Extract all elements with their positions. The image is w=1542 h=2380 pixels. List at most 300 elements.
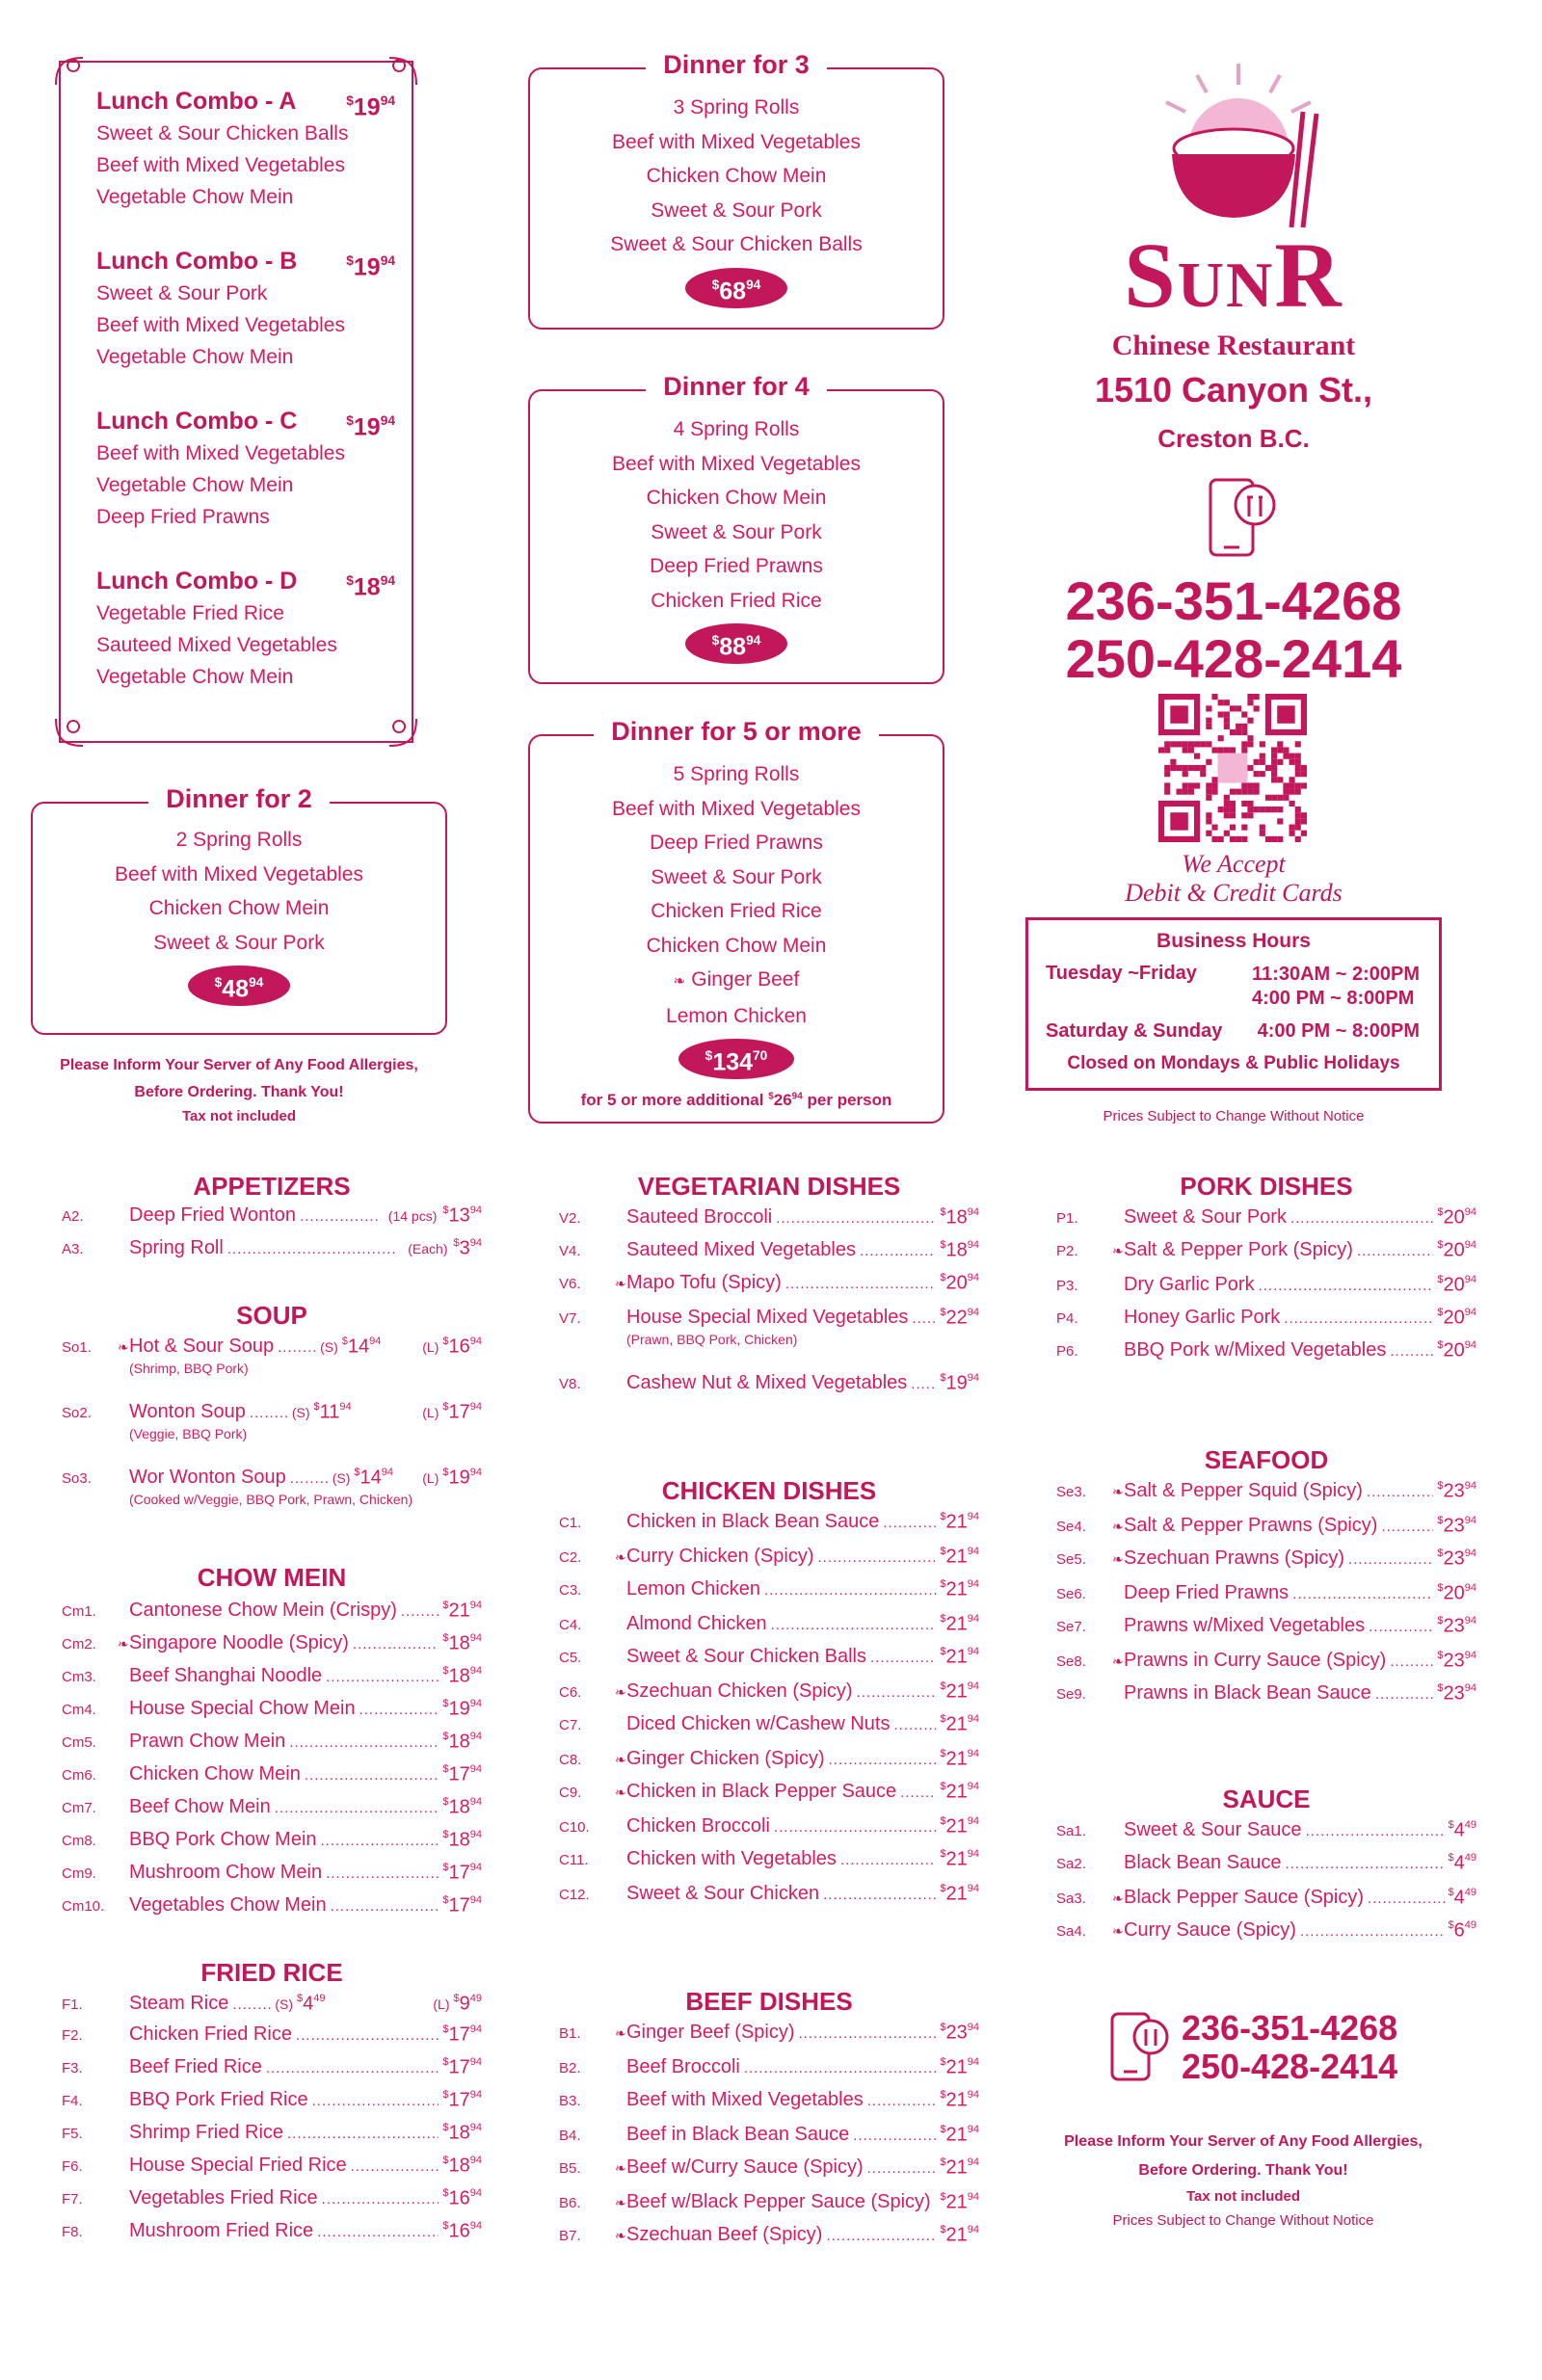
item-name: Almond Chicken: [626, 1613, 767, 1635]
dinner-item: Beef with Mixed Vegetables: [612, 797, 861, 820]
menu-item: [1056, 1582, 1476, 1604]
menu-item: [559, 1781, 979, 1803]
item-price: $^{\$}21^{94}$: [940, 2224, 979, 2246]
item-code: C8.: [559, 1752, 582, 1769]
address-line-1: 1510 Canyon St.,: [1094, 370, 1373, 410]
item-price: $^{\$}23^{94}$: [1437, 1547, 1476, 1570]
chili-icon: ❧: [615, 2228, 626, 2244]
item-price: $^{\$}20^{94}$: [1437, 1582, 1476, 1604]
item-name: Cantonese Chow Mein (Crispy): [129, 1600, 397, 1622]
item-name: Deep Fried Wonton: [129, 1204, 297, 1227]
dinner-item: Chicken Fried Rice: [651, 900, 822, 922]
pork-section-title: PORK DISHES: [1180, 1172, 1353, 1201]
item-name: Wor Wonton Soup: [129, 1467, 286, 1489]
dinner-item: 5 Spring Rolls: [673, 763, 800, 785]
combo-item: Sauteed Mixed Vegetables: [96, 634, 337, 656]
item-price: $^{\$}17^{94}$: [442, 1763, 482, 1785]
dinner-item: ❧ Ginger Beef: [673, 968, 800, 991]
item-name: Chicken with Vegetables: [626, 1848, 837, 1870]
item-code: Cm7.: [62, 1800, 96, 1817]
item-name: Vegetables Fried Rice: [129, 2187, 318, 2209]
item-price: $^{\$}3^{94}$: [453, 1237, 482, 1259]
item-code: B7.: [559, 2228, 581, 2245]
item-code: C2.: [559, 1549, 582, 1567]
item-code: B4.: [559, 2128, 581, 2145]
item-code: Cm2.: [62, 1636, 96, 1653]
menu-item: [1056, 1339, 1476, 1362]
sauce-section-title: SAUCE: [1222, 1785, 1311, 1813]
item-code: Se4.: [1056, 1519, 1086, 1536]
menu-item: [62, 2122, 482, 2144]
item-code: So1.: [62, 1339, 92, 1357]
menu-item: [559, 2124, 979, 2146]
item-name: Szechuan Prawns (Spicy): [1124, 1547, 1344, 1570]
combo-title: Lunch Combo - D $^{\$}18^{94}$: [96, 565, 395, 597]
item-price: $^{\$}17^{94}$: [442, 1862, 482, 1884]
dinner-for-5-items: [530, 757, 943, 1081]
item-code: C5.: [559, 1650, 582, 1667]
item-price: $^{\$}21^{94}$: [940, 2089, 979, 2111]
item-price: $^{\$}21^{94}$: [940, 1646, 979, 1668]
item-code: F8.: [62, 2224, 83, 2241]
item-price-large: (L) $^{\$}16^{94}$: [422, 1335, 482, 1358]
allergy-note-left: Please Inform Your Server of Any Food Allergies, Before Ordering. Thank You! Tax not included: [60, 1057, 418, 1124]
menu-item: [62, 1763, 482, 1785]
item-name: Singapore Noodle (Spicy): [129, 1632, 349, 1654]
item-name: Beef w/Black Pepper Sauce (Spicy): [626, 2191, 931, 2213]
item-name: BBQ Pork w/Mixed Vegetables: [1124, 1339, 1387, 1362]
item-code: Cm4.: [62, 1702, 96, 1719]
dinner-item: 3 Spring Rolls: [673, 96, 800, 119]
item-price: $^{\$}20^{94}$: [940, 1272, 979, 1294]
item-code: B5.: [559, 2160, 581, 2178]
chili-icon: ❧: [673, 973, 686, 990]
item-code: C3.: [559, 1582, 582, 1600]
combo-title: Lunch Combo - B $^{\$}19^{94}$: [96, 245, 395, 278]
item-name: Hot & Sour Soup: [129, 1335, 275, 1358]
phone-icon: [1205, 476, 1282, 559]
item-price: $^{\$}21^{94}$: [940, 1883, 979, 1905]
item-price: $^{\$}21^{94}$: [940, 2056, 979, 2078]
item-name: Deep Fried Prawns: [1124, 1582, 1289, 1604]
dinner-item: Sweet & Sour Chicken Balls: [610, 233, 863, 255]
item-price-small: (S) $^{\$}11^{94}$: [291, 1401, 352, 1423]
menu-item: [559, 2089, 979, 2111]
item-code: C1.: [559, 1515, 582, 1532]
item-code: V7.: [559, 1310, 581, 1328]
item-name: Beef with Mixed Vegetables: [626, 2089, 864, 2111]
dinner-item: Beef with Mixed Vegetables: [612, 452, 861, 475]
chili-icon: ❧: [615, 1785, 626, 1801]
item-code: A3.: [62, 1241, 84, 1258]
item-subnote: (Veggie, BBQ Pork): [129, 1426, 248, 1441]
lunch-combo: [96, 85, 395, 213]
menu-item: [62, 2089, 482, 2111]
item-name: Chicken Chow Mein: [129, 1763, 301, 1785]
menu-item: [1056, 1307, 1476, 1329]
dinner-for-2-box: [31, 784, 447, 1035]
menu-item: [559, 1578, 979, 1600]
item-price: $^{\$}21^{94}$: [940, 1748, 979, 1770]
business-hours-box: [1025, 917, 1442, 1091]
menu-item: [1056, 1206, 1476, 1229]
combo-item: Sweet & Sour Chicken Balls: [96, 122, 349, 145]
item-name: Sweet & Sour Sauce: [1124, 1819, 1302, 1841]
chili-icon: ❧: [1112, 1243, 1124, 1259]
menu-item: [559, 2224, 979, 2246]
item-price: $^{\$}21^{94}$: [940, 1680, 979, 1703]
combo-price: $^{\$}19^{94}$: [346, 253, 395, 281]
item-price: $^{\$}21^{94}$: [940, 1613, 979, 1635]
item-code: C4.: [559, 1617, 582, 1634]
phone-number-bottom-2[interactable]: 250-428-2414: [1182, 2047, 1398, 2086]
menu-item: [62, 1665, 482, 1687]
combo-price: $^{\$}19^{94}$: [346, 413, 395, 441]
menu-item: [62, 1632, 482, 1654]
menu-item: [559, 1680, 979, 1703]
item-price: $^{\$}16^{94}$: [442, 2220, 482, 2242]
menu-item: [62, 2056, 482, 2078]
dinner-item: Beef with Mixed Vegetables: [115, 862, 363, 886]
dinner-for-4-box: [528, 372, 944, 684]
item-name: Steam Rice: [129, 1993, 229, 2015]
menu-item: [62, 2220, 482, 2242]
menu-item: [62, 1796, 482, 1818]
menu-item: [62, 1237, 482, 1259]
item-name: Cashew Nut & Mixed Vegetables: [626, 1372, 908, 1394]
item-price: $^{\$}21^{94}$: [442, 1600, 482, 1622]
combo-item: Vegetable Chow Mein: [96, 474, 294, 496]
item-price: $^{\$}18^{94}$: [442, 1829, 482, 1851]
item-price: $^{\$}21^{94}$: [940, 1781, 979, 1803]
menu-item: [1056, 1682, 1476, 1705]
item-name: Salt & Pepper Prawns (Spicy): [1124, 1515, 1378, 1537]
item-name: Szechuan Beef (Spicy): [626, 2224, 823, 2246]
menu-item: [559, 1239, 979, 1261]
item-subnote: (Cooked w/Veggie, BBQ Pork, Prawn, Chicken): [129, 1492, 413, 1507]
item-price: $^{\$}21^{94}$: [940, 1713, 979, 1735]
dinner-for-3-title: Dinner for 3: [646, 50, 827, 79]
item-price: $^{\$}18^{94}$: [442, 1796, 482, 1818]
menu-item: [1056, 1887, 1476, 1909]
menu-item: [559, 1815, 979, 1838]
item-code: C12.: [559, 1887, 590, 1904]
phone-number-bottom-1[interactable]: 236-351-4268: [1182, 2008, 1398, 2048]
item-name: Spring Roll: [129, 1237, 224, 1259]
item-code: So2.: [62, 1405, 92, 1422]
menu-item: [62, 2155, 482, 2177]
item-code: Sa4.: [1056, 1923, 1086, 1941]
combo-item: Vegetable Chow Mein: [96, 346, 294, 368]
menu-item: [62, 1993, 482, 2015]
menu-item: [62, 1467, 482, 1489]
chili-icon: ❧: [1112, 1484, 1124, 1500]
combo-item: Vegetable Fried Rice: [96, 602, 284, 624]
item-name: Honey Garlic Pork: [1124, 1307, 1281, 1329]
menu-item: [559, 1546, 979, 1568]
item-price: $^{\$}23^{94}$: [1437, 1650, 1476, 1672]
item-name: Szechuan Chicken (Spicy): [626, 1680, 853, 1703]
item-name: Sweet & Sour Chicken: [626, 1883, 820, 1905]
item-name: Beef Fried Rice: [129, 2056, 262, 2078]
menu-item: [1056, 1480, 1476, 1502]
item-code: Se7.: [1056, 1619, 1086, 1636]
item-name: House Special Chow Mein: [129, 1698, 356, 1720]
item-name: House Special Mixed Vegetables: [626, 1307, 909, 1329]
item-code: F6.: [62, 2158, 83, 2176]
chili-icon: ❧: [1112, 1519, 1124, 1535]
menu-item: [559, 1307, 979, 1329]
menu-item: [1056, 1547, 1476, 1570]
item-price: $^{\$}18^{94}$: [442, 2122, 482, 2144]
dinner-item: Sweet & Sour Pork: [651, 198, 822, 222]
item-price: $^{\$}18^{94}$: [442, 1665, 482, 1687]
dinner-for-5-note: for 5 or more additional $^{\$}26^{94}$ per person: [580, 1091, 892, 1109]
menu-item: [559, 1646, 979, 1668]
item-code: B2.: [559, 2060, 581, 2077]
brand-name: SunR: [1124, 224, 1343, 327]
dinner-for-4-title: Dinner for 4: [646, 372, 827, 401]
item-code: Cm1.: [62, 1603, 96, 1621]
menu-item: [559, 1748, 979, 1770]
menu-item: [1056, 1650, 1476, 1672]
combo-title: Lunch Combo - A $^{\$}19^{94}$: [96, 85, 395, 118]
item-price: $^{\$}20^{94}$: [1437, 1274, 1476, 1296]
item-price: $^{\$}4^{49}$: [1448, 1819, 1476, 1841]
dinner-item: Chicken Chow Mein: [646, 165, 827, 187]
dinner-price: $^{\$}68^{94}$: [685, 268, 788, 308]
brand-subtitle: Chinese Restaurant: [1111, 330, 1356, 361]
item-price: $^{\$}23^{94}$: [1437, 1480, 1476, 1502]
item-name: Salt & Pepper Pork (Spicy): [1124, 1239, 1353, 1261]
qr-code[interactable]: [1158, 694, 1307, 842]
beef-section-title: BEEF DISHES: [685, 1987, 853, 2016]
item-code: Se9.: [1056, 1686, 1086, 1704]
hours-time-1: 11:30AM ~ 2:00PM: [1252, 964, 1420, 985]
item-code: So3.: [62, 1470, 92, 1488]
item-name: Sweet & Sour Pork: [1124, 1206, 1287, 1229]
dinner-price: $^{\$}88^{94}$: [685, 623, 788, 664]
combo-price: $^{\$}18^{94}$: [346, 573, 395, 601]
item-name: Sauteed Mixed Vegetables: [626, 1239, 856, 1261]
item-name: Prawns in Curry Sauce (Spicy): [1124, 1650, 1387, 1672]
item-price: $^{\$}20^{94}$: [1437, 1206, 1476, 1229]
item-price: $^{\$}19^{94}$: [940, 1372, 979, 1394]
item-price: $^{\$}20^{94}$: [1437, 1239, 1476, 1261]
item-code: P1.: [1056, 1210, 1078, 1228]
dinner-for-5-title: Dinner for 5 or more: [594, 717, 879, 746]
dinner-item: Chicken Fried Rice: [651, 589, 822, 612]
menu-item: [1056, 1239, 1476, 1261]
chili-icon: ❧: [1112, 1653, 1124, 1670]
dinner-price: $^{\$}48^{94}$: [188, 965, 291, 1006]
dinner-item: Beef with Mixed Vegetables: [612, 130, 861, 153]
item-name: Beef Chow Mein: [129, 1796, 271, 1818]
item-code: B6.: [559, 2195, 581, 2212]
dinner-for-3-box: [528, 50, 944, 330]
item-name: Beef in Black Bean Sauce: [626, 2124, 850, 2146]
item-price: $^{\$}18^{94}$: [442, 2155, 482, 2177]
item-price: $^{\$}23^{94}$: [1437, 1515, 1476, 1537]
payment-note: We Accept Debit & Credit Cards: [1125, 850, 1343, 907]
vegetarian-section-title: VEGETARIAN DISHES: [637, 1172, 901, 1201]
menu-item: [559, 1883, 979, 1905]
item-code: P4.: [1056, 1310, 1078, 1328]
lunch-combo: [96, 245, 395, 373]
item-name: Salt & Pepper Squid (Spicy): [1124, 1480, 1363, 1502]
item-code: V2.: [559, 1210, 581, 1228]
item-name: Mushroom Chow Mein: [129, 1862, 323, 1884]
item-price: $^{\$}20^{94}$: [1437, 1307, 1476, 1329]
chili-icon: ❧: [1112, 1891, 1124, 1907]
item-name: Ginger Beef (Spicy): [626, 2022, 795, 2044]
item-price: $^{\$}21^{94}$: [940, 1578, 979, 1600]
chili-icon: ❧: [1112, 1551, 1124, 1568]
item-note: (14 pcs): [387, 1208, 438, 1225]
item-code: Se5.: [1056, 1551, 1086, 1569]
hours-time-2: 4:00 PM ~ 8:00PM: [1252, 988, 1415, 1009]
item-price: $^{\$}6^{49}$: [1448, 1919, 1476, 1942]
item-price: $^{\$}21^{94}$: [940, 2124, 979, 2146]
menu-item: [62, 1335, 482, 1358]
item-price-large: (L) $^{\$}19^{94}$: [422, 1467, 482, 1489]
item-name: BBQ Pork Fried Rice: [129, 2089, 308, 2111]
item-code: V8.: [559, 1376, 581, 1393]
item-code: Cm5.: [62, 1734, 96, 1752]
item-code: F2.: [62, 2027, 83, 2045]
item-price: $^{\$}21^{94}$: [940, 1815, 979, 1838]
prices-notice-top: Prices Subject to Change Without Notice: [1103, 1108, 1365, 1124]
item-name: Beef Shanghai Noodle: [129, 1665, 323, 1687]
item-name: Lemon Chicken: [626, 1578, 760, 1600]
friedrice-section-title: FRIED RICE: [200, 1958, 343, 1987]
item-price: $^{\$}21^{94}$: [940, 1848, 979, 1870]
item-subnote: (Prawn, BBQ Pork, Chicken): [626, 1332, 798, 1347]
item-name: Wonton Soup: [129, 1401, 246, 1423]
item-price: $^{\$}17^{94}$: [442, 2023, 482, 2046]
menu-item: [559, 1372, 979, 1394]
dinner-item: Deep Fried Prawns: [650, 832, 823, 854]
lunch-combo: [96, 405, 395, 533]
item-name: House Special Fried Rice: [129, 2155, 347, 2177]
menu-item: [559, 2156, 979, 2179]
chicken-section-title: CHICKEN DISHES: [661, 1476, 877, 1505]
item-price-small: (S) $^{\$}4^{49}$: [275, 1993, 326, 2015]
item-code: F4.: [62, 2093, 83, 2110]
item-name: Prawns w/Mixed Vegetables: [1124, 1615, 1366, 1637]
item-name: Ginger Chicken (Spicy): [626, 1748, 825, 1770]
menu-item: [559, 1511, 979, 1533]
chili-icon: ❧: [615, 1549, 626, 1566]
hours-title: Business Hours: [1156, 930, 1311, 952]
soup-section-title: SOUP: [236, 1301, 307, 1330]
item-price-small: (S) $^{\$}14^{94}$: [320, 1335, 382, 1358]
item-code: P2.: [1056, 1243, 1078, 1260]
item-code: C11.: [559, 1852, 589, 1869]
dinner-item: Lemon Chicken: [666, 1004, 807, 1027]
dinner-item: Deep Fried Prawns: [650, 555, 823, 577]
dinner-for-2-items: [33, 823, 445, 1008]
dinner-item: Chicken Chow Mein: [646, 487, 827, 509]
item-price: $^{\$}13^{94}$: [442, 1204, 482, 1227]
item-code: B1.: [559, 2025, 581, 2043]
item-price-small: (S) $^{\$}14^{94}$: [332, 1467, 393, 1489]
item-name: Dry Garlic Pork: [1124, 1274, 1255, 1296]
item-price-large: (L) $^{\$}9^{49}$: [433, 1993, 482, 2015]
item-name: Mushroom Fried Rice: [129, 2220, 314, 2242]
item-subnote: (Shrimp, BBQ Pork): [129, 1361, 249, 1376]
item-price: $^{\$}18^{94}$: [442, 1731, 482, 1753]
dinner-item: 4 Spring Rolls: [673, 418, 800, 440]
combo-price: $^{\$}19^{94}$: [346, 93, 395, 121]
menu-item: [1056, 1819, 1476, 1841]
item-code: Cm9.: [62, 1865, 96, 1883]
item-name: Beef Broccoli: [626, 2056, 740, 2078]
item-name: Prawn Chow Mein: [129, 1731, 286, 1753]
lunch-combo: [96, 565, 395, 693]
chili-icon: ❧: [615, 1752, 626, 1768]
dinner-item: Chicken Chow Mein: [148, 897, 330, 919]
combo-item: Vegetable Chow Mein: [96, 666, 294, 688]
menu-item: [62, 1401, 482, 1423]
phone-number-1[interactable]: 236-351-4268: [1065, 570, 1402, 631]
item-code: Cm10.: [62, 1898, 105, 1916]
dinner-item: Sweet & Sour Pork: [153, 931, 325, 954]
item-name: Curry Chicken (Spicy): [626, 1546, 814, 1568]
item-price: $^{\$}22^{94}$: [940, 1307, 979, 1329]
combo-item: Beef with Mixed Vegetables: [96, 442, 345, 464]
menu-item: [62, 1894, 482, 1917]
item-code: C6.: [559, 1684, 582, 1702]
dinner-for-3-items: [530, 91, 943, 309]
item-price: $^{\$}21^{94}$: [940, 2156, 979, 2179]
item-code: F5.: [62, 2126, 83, 2143]
item-name: Sweet & Sour Chicken Balls: [626, 1646, 867, 1668]
menu-item: [559, 1272, 979, 1294]
item-code: A2.: [62, 1208, 84, 1226]
menu-item: [559, 1613, 979, 1635]
item-name: Diced Chicken w/Cashew Nuts: [626, 1713, 891, 1735]
phone-number-2[interactable]: 250-428-2414: [1065, 628, 1402, 689]
item-name: Prawns in Black Bean Sauce: [1124, 1682, 1371, 1705]
item-code: Sa3.: [1056, 1891, 1086, 1908]
item-name: Black Bean Sauce: [1124, 1852, 1282, 1874]
item-code: C9.: [559, 1785, 582, 1802]
chili-icon: ❧: [615, 2195, 626, 2211]
chili-icon: ❧: [615, 2160, 626, 2177]
item-name: Mapo Tofu (Spicy): [626, 1272, 782, 1294]
combo-item: Deep Fried Prawns: [96, 506, 270, 528]
item-price: $^{\$}23^{94}$: [1437, 1682, 1476, 1705]
menu-item: [62, 2187, 482, 2209]
item-code: V4.: [559, 1243, 581, 1260]
menu-item: [62, 1862, 482, 1884]
item-name: Beef w/Curry Sauce (Spicy): [626, 2156, 864, 2179]
hours-days-2: Saturday & Sunday: [1046, 1020, 1223, 1042]
item-price: $^{\$}19^{94}$: [442, 1698, 482, 1720]
item-code: V6.: [559, 1276, 581, 1293]
item-name: Chicken in Black Pepper Sauce: [626, 1781, 897, 1803]
menu-item: [1056, 1274, 1476, 1296]
chowmein-section-title: CHOW MEIN: [197, 1563, 347, 1592]
item-price: $^{\$}20^{94}$: [1437, 1339, 1476, 1362]
item-name: Shrimp Fried Rice: [129, 2122, 284, 2144]
dinner-price: $^{\$}134^{70}$: [678, 1039, 795, 1079]
closed-note: Closed on Mondays & Public Holidays: [1067, 1053, 1400, 1073]
item-code: Se3.: [1056, 1484, 1086, 1501]
menu-item: [62, 1829, 482, 1851]
item-price: $^{\$}17^{94}$: [442, 2056, 482, 2078]
